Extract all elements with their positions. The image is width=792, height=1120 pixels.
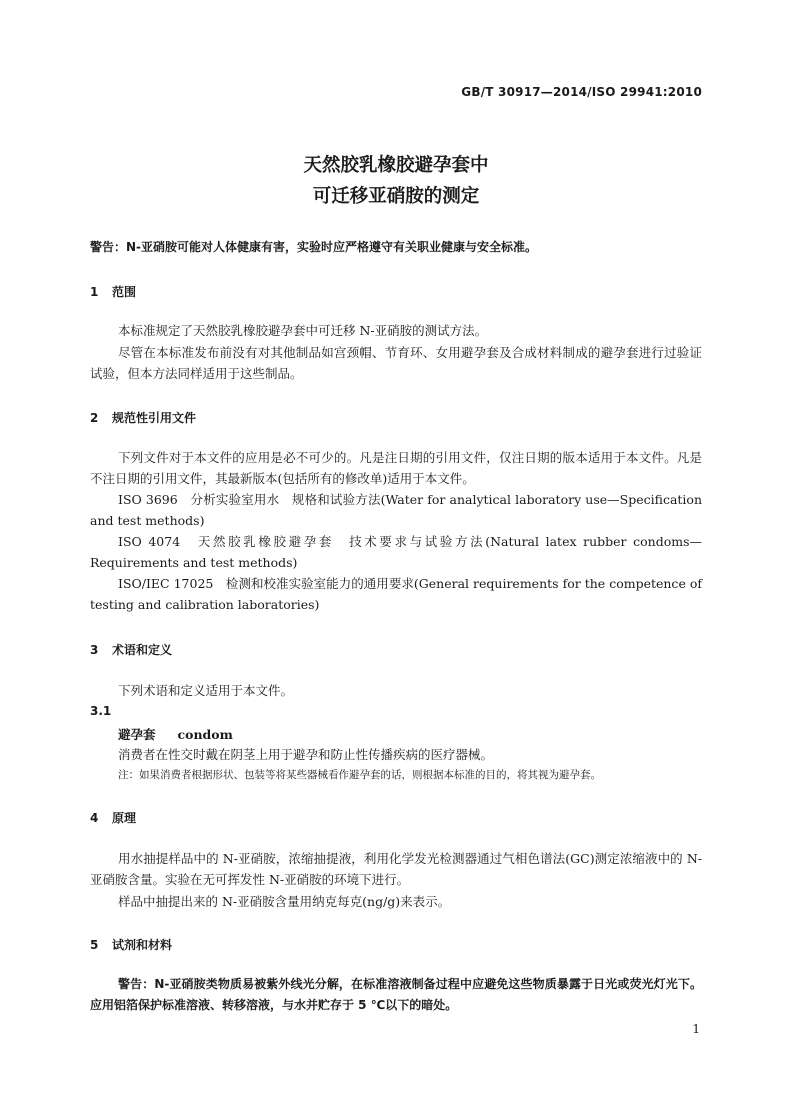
section-number: 1: [90, 285, 99, 299]
document-title-line2: 可迁移亚硝胺的测定: [312, 186, 480, 207]
term-entry: [118, 725, 233, 743]
section-number: 5: [90, 938, 99, 952]
section-2-paragraph-1: 下列文件对于本文件的应用是必不可少的。凡是注日期的引用文件，仅注日期的版本适用于本文件。凡是不注日期的引用文件，其最新版本(包括所有的修改单)适用于本文件。: [90, 450, 702, 486]
section-title: 范围: [112, 285, 137, 299]
section-1-paragraph-1: 本标准规定了天然胶乳橡胶避孕套中可迁移 N-亚硝胺的测试方法。: [118, 323, 488, 338]
section-title: 术语和定义: [112, 643, 173, 657]
section-5-warning: 警告：N-亚硝胺类物质易被紫外线光分解，在标准溶液制备过程中应避免这些物质暴露于日光或荧光灯光下。应用铝箔保护标准溶液、转移溶液，与水并贮存于 5 ℃以下的暗处。: [90, 977, 702, 1012]
term-definition: 消费者在性交时戴在阴茎上用于避孕和防止性传播疾病的医疗器械。: [118, 747, 494, 762]
reference-item: ISO/IEC 17025 检测和校准实验室能力的通用要求(General requirements for the competence of testing and calibration laboratories): [90, 576, 702, 612]
standard-code: GB/T 30917—2014/ISO 29941:2010: [461, 85, 702, 99]
section-number: 4: [90, 811, 99, 825]
page-number: 1: [692, 1022, 700, 1036]
section-1-paragraph-2: 尽管在本标准发布前没有对其他制品如宫颈帽、节育环、女用避孕套及合成材料制成的避孕套进行过验证试验，但本方法同样适用于这些制品。: [90, 345, 702, 381]
section-3-paragraph-1: 下列术语和定义适用于本文件。: [118, 683, 294, 698]
term-chinese: 避孕套: [118, 727, 156, 742]
section-number: 3: [90, 643, 99, 657]
section-5-heading: [90, 936, 172, 953]
section-3-heading: [90, 641, 172, 658]
term-english: condom: [177, 727, 233, 742]
section-title: 试剂和材料: [112, 938, 173, 952]
section-title: 原理: [112, 811, 137, 825]
document-title-line1: 天然胶乳橡胶避孕套中: [303, 155, 489, 176]
clause-number: 3.1: [90, 704, 112, 718]
section-4-paragraph-1: 用水抽提样品中的 N-亚硝胺，浓缩抽提液，利用化学发光检测器通过气相色谱法(GC)测定浓缩液中的 N-亚硝胺含量。实验在无可挥发性 N-亚硝胺的环境下进行。: [90, 851, 702, 887]
top-warning: 警告：N-亚硝胺可能对人体健康有害，实验时应严格遵守有关职业健康与安全标准。: [90, 240, 538, 254]
section-4-heading: [90, 809, 136, 826]
section-number: 2: [90, 411, 99, 425]
reference-item: ISO 3696 分析实验室用水 规格和试验方法(Water for analytical laboratory use—Specification and test methods): [90, 492, 702, 528]
section-title: 规范性引用文件: [112, 411, 197, 425]
section-1-heading: [90, 283, 136, 300]
reference-item: ISO 4074 天然胶乳橡胶避孕套 技术要求与试验方法(Natural latex rubber condoms—Requirements and test methods): [90, 534, 702, 570]
term-note: 注：如果消费者根据形状、包装等将某些器械看作避孕套的话，则根据本标准的目的，将其视为避孕套。: [118, 769, 601, 781]
section-4-paragraph-2: 样品中抽提出来的 N-亚硝胺含量用纳克每克(ng/g)来表示。: [118, 894, 451, 909]
section-2-heading: [90, 409, 196, 426]
